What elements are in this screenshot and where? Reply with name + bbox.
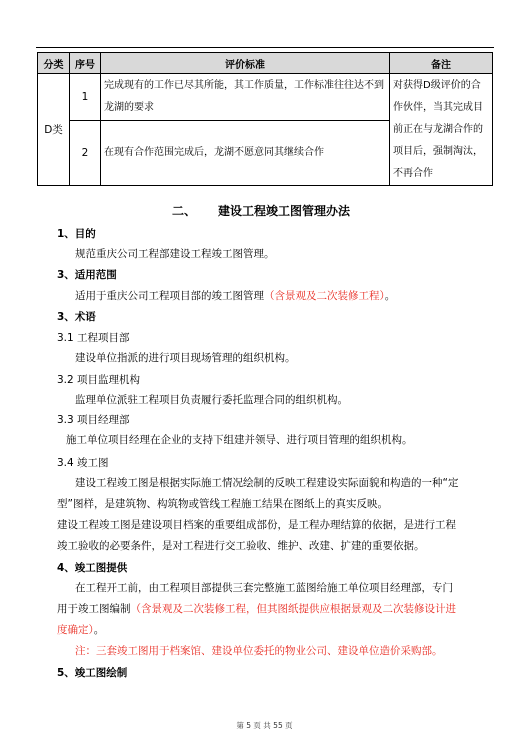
term-3-2-title: 3.2 项目监理机构	[57, 374, 141, 386]
scope-heading: 3、适用范围	[57, 269, 117, 281]
header-note: 备注	[390, 53, 493, 74]
provide-text-3b: 。	[93, 624, 105, 636]
drawing-heading: 5、竣工图绘制	[57, 667, 128, 679]
term-3-3-text: 施工单位项目经理在企业的支持下组建并领导、进行项目管理的组织机构。	[66, 434, 413, 446]
purpose-heading: 1、目的	[57, 228, 96, 240]
term-3-3-title: 3.3 项目经理部	[57, 414, 130, 426]
provide-note: 注：三套竣工图用于档案馆、建设单位委托的物业公司、建设单位造价采购部。	[75, 645, 443, 657]
table-row	[38, 74, 493, 121]
purpose-text: 规范重庆公司工程部建设工程竣工图管理。	[75, 248, 275, 260]
provide-text-2a: 用于竣工图编制	[57, 603, 131, 615]
row-number: 1	[70, 74, 101, 121]
term-3-4-title: 3.4 竣工图	[57, 457, 109, 469]
category-cell: D类	[38, 74, 70, 186]
provide-text-3a: 度确定）	[57, 624, 94, 636]
term-3-4-text-4: 竣工验收的必要条件，是对工程进行交工验收、维护、改建、扩建的重要依据。	[57, 540, 425, 552]
term-3-2-text: 监理单位派驻工程项目负责履行委托监理合同的组织机构。	[75, 394, 348, 406]
term-3-1-title: 3.1 工程项目部	[57, 332, 130, 344]
scope-text: 适用于重庆公司工程项目部的竣工图管理	[75, 290, 264, 302]
evaluation-table	[37, 52, 493, 186]
row-standard: 完成现有的工作已尽其所能，其工作质量，工作标准往往达不到龙湖的要求	[101, 74, 390, 121]
scope-end: 。	[384, 290, 396, 302]
table-header-row	[38, 53, 493, 74]
section-number: 二、	[172, 204, 197, 218]
section-title: 建设工程竣工图管理办法	[218, 204, 351, 218]
provide-text-3	[57, 622, 104, 638]
terms-heading: 3、术语	[57, 311, 96, 323]
header-standard: 评价标准	[101, 53, 390, 74]
term-3-1-text: 建设单位指派的进行项目现场管理的组织机构。	[75, 352, 296, 364]
section-heading	[172, 203, 350, 219]
term-3-4-text-2: 型”图样，是建筑物、构筑物或管线工程施工结果在图纸上的真实反映。	[57, 498, 388, 510]
row-number: 2	[70, 121, 101, 186]
provide-heading: 4、竣工图提供	[57, 562, 128, 574]
term-3-4-text-3: 建设工程竣工图是建设项目档案的重要组成部份，是工程办理结算的依据，是进行工程	[57, 519, 456, 531]
page-footer: 第 5 页 共 55 页	[236, 721, 293, 730]
header-rule	[36, 47, 494, 48]
note-cell: 对获得D级评价的合作伙伴，当其完成目前正在与龙湖合作的项目后，强制淘汰，不再合作	[390, 74, 493, 186]
provide-text-2b: （含景观及二次装修工程，但其图纸提供应根据景观及二次装修设计进	[130, 603, 456, 615]
scope-paragraph	[75, 288, 395, 304]
provide-text-1: 在工程开工前，由工程项目部提供三套完整施工蓝图给施工单位项目经理部，专门	[75, 582, 453, 594]
provide-text-2	[57, 601, 456, 617]
row-standard: 在现有合作范围完成后，龙湖不愿意同其继续合作	[101, 121, 390, 186]
scope-red-note: （含景观及二次装修工程）	[264, 290, 385, 302]
header-number: 序号	[70, 53, 101, 74]
header-category: 分类	[38, 53, 70, 74]
term-3-4-text-1: 建设工程竣工图是根据实际施工情况绘制的反映工程建设实际面貌和构造的一种“定	[75, 477, 459, 489]
